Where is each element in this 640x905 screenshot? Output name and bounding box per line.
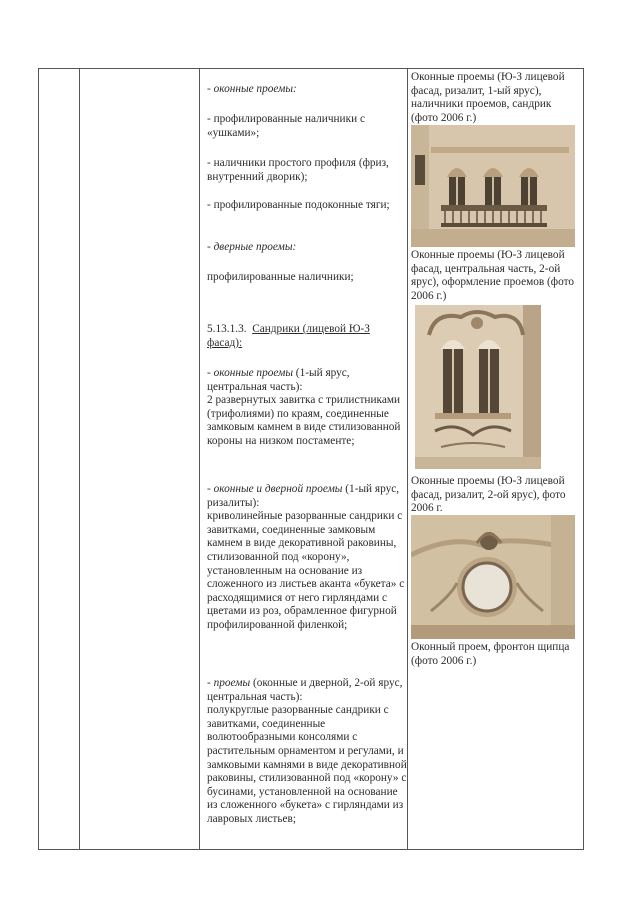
sandrik-window-lead: - оконные проемы <box>207 367 293 379</box>
sandrik-window-paragraph <box>207 367 407 449</box>
sandrik-openings-text: (оконные и дверной, 2-ой ярус, центральная часть): полукруглые разорванные сандрики с завитками, соединенные волютообразными консолями с растительным орнаментом и регулами, и замковыми камнями в виде декоративной раковины, стилизованной под «корону» с бусинами, установленной на основание из сложенного «букета» с гирляндами из лавровых листьев; <box>207 677 407 825</box>
sill-rods-item: - профилированные подоконные тяги; <box>207 199 390 211</box>
profiled-casings-item: - профилированные наличники с «ушками»; <box>207 113 365 139</box>
simple-casings-item: - наличники простого профиля (фриз, внутренний дворик); <box>207 157 389 183</box>
photo-caption-3: Оконные проемы (Ю-З лицевой фасад, ризалит, 2-ой ярус), фото 2006 г. <box>411 475 566 515</box>
door-openings-heading: - дверные проемы: <box>207 241 297 253</box>
sandrik-door-text: (1-ый ярус, ризалиты): криволинейные разорванные сандрики с завитками, соединенные замковым камнем в виде декоративной раковины, стилизованной под «корону», установленным на основание из сложенного из листьев аканта «букета» с расходящимися от него гирляндами с цветами из роз, обрамленное фигурной профилированной филенкой; <box>207 483 405 631</box>
facade-photo-2 <box>415 305 541 469</box>
facade-photo-3 <box>411 515 575 639</box>
sandrik-window-text: (1-ый ярус, центральная часть): 2 развернутых завитка с трилистниками (трифолиями) по краям, соединенные замковым камнем в виде стилизованной короны на низком постаменте; <box>207 367 401 447</box>
section-title: Сандрики (лицевой Ю-З фасад): <box>207 323 370 349</box>
section-heading <box>207 323 407 350</box>
column-divider <box>199 69 200 849</box>
window-openings-heading: - оконные проемы: <box>207 83 297 95</box>
sandrik-door-lead: - оконные и дверной проемы <box>207 483 343 495</box>
column-divider <box>79 69 80 849</box>
sandrik-openings-lead: - проемы <box>207 677 251 689</box>
facade-photo-2-image <box>415 305 541 469</box>
sandrik-door-paragraph <box>207 483 407 633</box>
facade-photo-3-image <box>411 515 575 639</box>
photo-caption-4: Оконный проем, фронтон щипца (фото 2006 г.) <box>411 641 570 667</box>
column-divider <box>407 69 408 849</box>
sandrik-openings-paragraph <box>207 677 407 827</box>
facade-photo-1-image <box>411 125 575 247</box>
content-table <box>38 68 584 850</box>
door-casings-item: профилированные наличники; <box>207 271 354 283</box>
photo-caption-1: Оконные проемы (Ю-З лицевой фасад, ризалит, 1-ый ярус), наличники проемов, сандрик (фото 2006 г.) <box>411 71 565 124</box>
photo-caption-2: Оконные проемы (Ю-З лицевой фасад, центральная часть, 2-ой ярус), оформление проемов (фото 2006 г.) <box>411 249 575 302</box>
section-number: 5.13.1.3. <box>207 323 247 335</box>
facade-photo-1 <box>411 125 575 247</box>
